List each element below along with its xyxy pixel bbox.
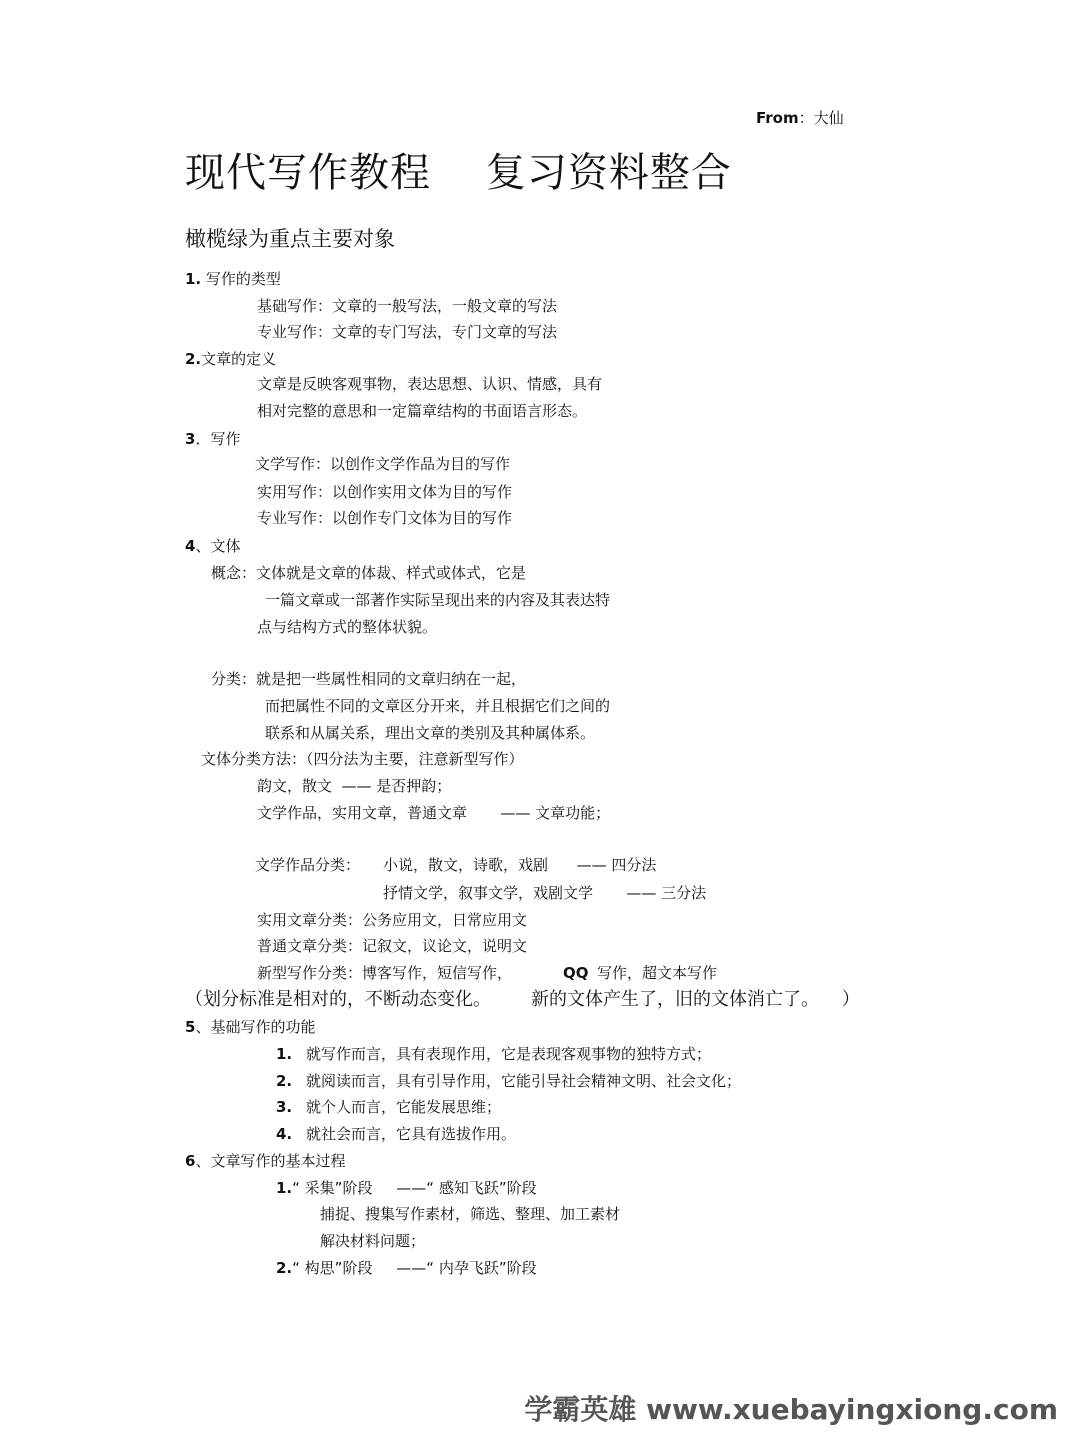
section-5-number: 5 (185, 1018, 196, 1036)
section-4-heading (185, 536, 240, 556)
section-6-number: 6 (185, 1152, 196, 1170)
section-4-new-type-rest: 写作，超文本写作 (597, 964, 718, 982)
section-1-heading (185, 269, 281, 289)
step-2-number: 2. (276, 1259, 293, 1277)
section-4-concept-line: 一篇文章或一部著作实际呈现出来的内容及其表达特 (265, 591, 611, 609)
from-separator: ： (798, 109, 814, 127)
author-name: 大仙 (813, 109, 844, 127)
watermark: 学霸英雄 www.xuebayingxiong.com (524, 1393, 1058, 1426)
section-5-item: 就社会而言，它具有选拔作用。 (306, 1125, 517, 1143)
section-3-item: 专业写作：以创作专门文体为目的写作 (257, 509, 513, 527)
section-4-method-title: 文体分类方法：（四分法为主要，注意新型写作） (201, 750, 524, 768)
page-subtitle: 橄榄绿为重点主要对象 (185, 227, 395, 251)
from-label: From (756, 109, 799, 127)
section-2-title: 文章的定义 (201, 350, 277, 368)
section-6-step-2 (276, 1258, 537, 1278)
section-6-step-1-item: 捕捉、搜集写作素材，筛选、整理、加工素材 (320, 1205, 621, 1223)
section-4-title: 、文体 (195, 537, 241, 555)
section-2-heading (185, 349, 276, 369)
section-4-category-line: 联系和从属关系，理出文章的类别及其种属体系。 (265, 724, 596, 742)
step-1-text: “ 采集”阶段 ——“ 感知飞跃”阶段 (292, 1179, 537, 1197)
section-5-item-number: 4. (276, 1125, 293, 1143)
section-6-heading (185, 1151, 345, 1171)
section-3-item: 实用写作：以创作实用文体为目的写作 (257, 483, 513, 501)
section-6-step-1 (276, 1178, 537, 1198)
section-4-lit-label: 文学作品分类： (255, 856, 361, 874)
section-2-item: 文章是反映客观事物，表达思想、认识、情感，具有 (257, 375, 603, 393)
step-1-number: 1. (276, 1179, 293, 1197)
section-5-item-number: 1. (276, 1045, 293, 1063)
section-3-heading (185, 429, 240, 449)
from-line (756, 108, 844, 128)
section-4-method: 韵文，散文 —— 是否押韵； (257, 777, 452, 795)
section-3-item: 文学写作：以创作文学作品为目的写作 (255, 455, 511, 473)
section-4-method: 文学作品，实用文章，普通文章 —— 文章功能； (257, 804, 611, 822)
section-5-item-number: 2. (276, 1072, 293, 1090)
section-4-category-line: 而把属性不同的文章区分开来，并且根据它们之间的 (265, 697, 611, 715)
section-5-item-number: 3. (276, 1098, 293, 1116)
section-4-concept-line: 概念：文体就是文章的体裁、样式或体式，它是 (211, 564, 527, 582)
section-2-number: 2. (185, 350, 202, 368)
section-1-title: 写作的类型 (205, 270, 281, 288)
section-1-item: 基础写作：文章的一般写法，一般文章的写法 (257, 297, 558, 315)
page-title: 现代写作教程 复习资料整合 (185, 150, 732, 196)
section-2-item: 相对完整的意思和一定篇章结构的书面语言形态。 (257, 402, 588, 420)
section-5-heading (185, 1017, 315, 1037)
section-5-title: 、基础写作的功能 (195, 1018, 316, 1036)
section-4-lit-three: 抒情文学，叙事文学，戏剧文学 —— 三分法 (383, 884, 707, 902)
section-4-concept-line: 点与结构方式的整体状貌。 (257, 618, 438, 636)
section-4-new-qq: QQ (563, 964, 589, 982)
section-4-note: （划分标准是相对的，不断动态变化。 新的文体产生了，旧的文体消亡了。 ） (185, 989, 860, 1010)
section-4-lit-four: 小说，散文，诗歌，戏剧 —— 四分法 (383, 856, 657, 874)
section-5-item: 就阅读而言，具有引导作用，它能引导社会精神文明、社会文化； (306, 1072, 742, 1090)
section-6-step-1-item: 解决材料问题； (320, 1232, 426, 1250)
section-3-title: ．写作 (195, 430, 241, 448)
section-5-item: 就个人而言，它能发展思维； (306, 1098, 502, 1116)
step-2-text: “ 构思”阶段 ——“ 内孕飞跃”阶段 (292, 1259, 537, 1277)
section-4-practical: 实用文章分类：公务应用文，日常应用文 (257, 911, 528, 929)
section-4-general: 普通文章分类：记叙文，议论文，说明文 (257, 937, 528, 955)
section-1-item: 专业写作：文章的专门写法，专门文章的写法 (257, 323, 558, 341)
section-6-title: 、文章写作的基本过程 (195, 1152, 346, 1170)
section-5-item: 就写作而言，具有表现作用，它是表现客观事物的独特方式； (306, 1045, 712, 1063)
section-3-number: 3 (185, 430, 196, 448)
section-4-category-line: 分类：就是把一些属性相同的文章归纳在一起， (211, 670, 527, 688)
section-1-number: 1. (185, 270, 202, 288)
section-4-number: 4 (185, 537, 196, 555)
section-4-new-type: 新型写作分类：博客写作，短信写作， (257, 964, 513, 982)
